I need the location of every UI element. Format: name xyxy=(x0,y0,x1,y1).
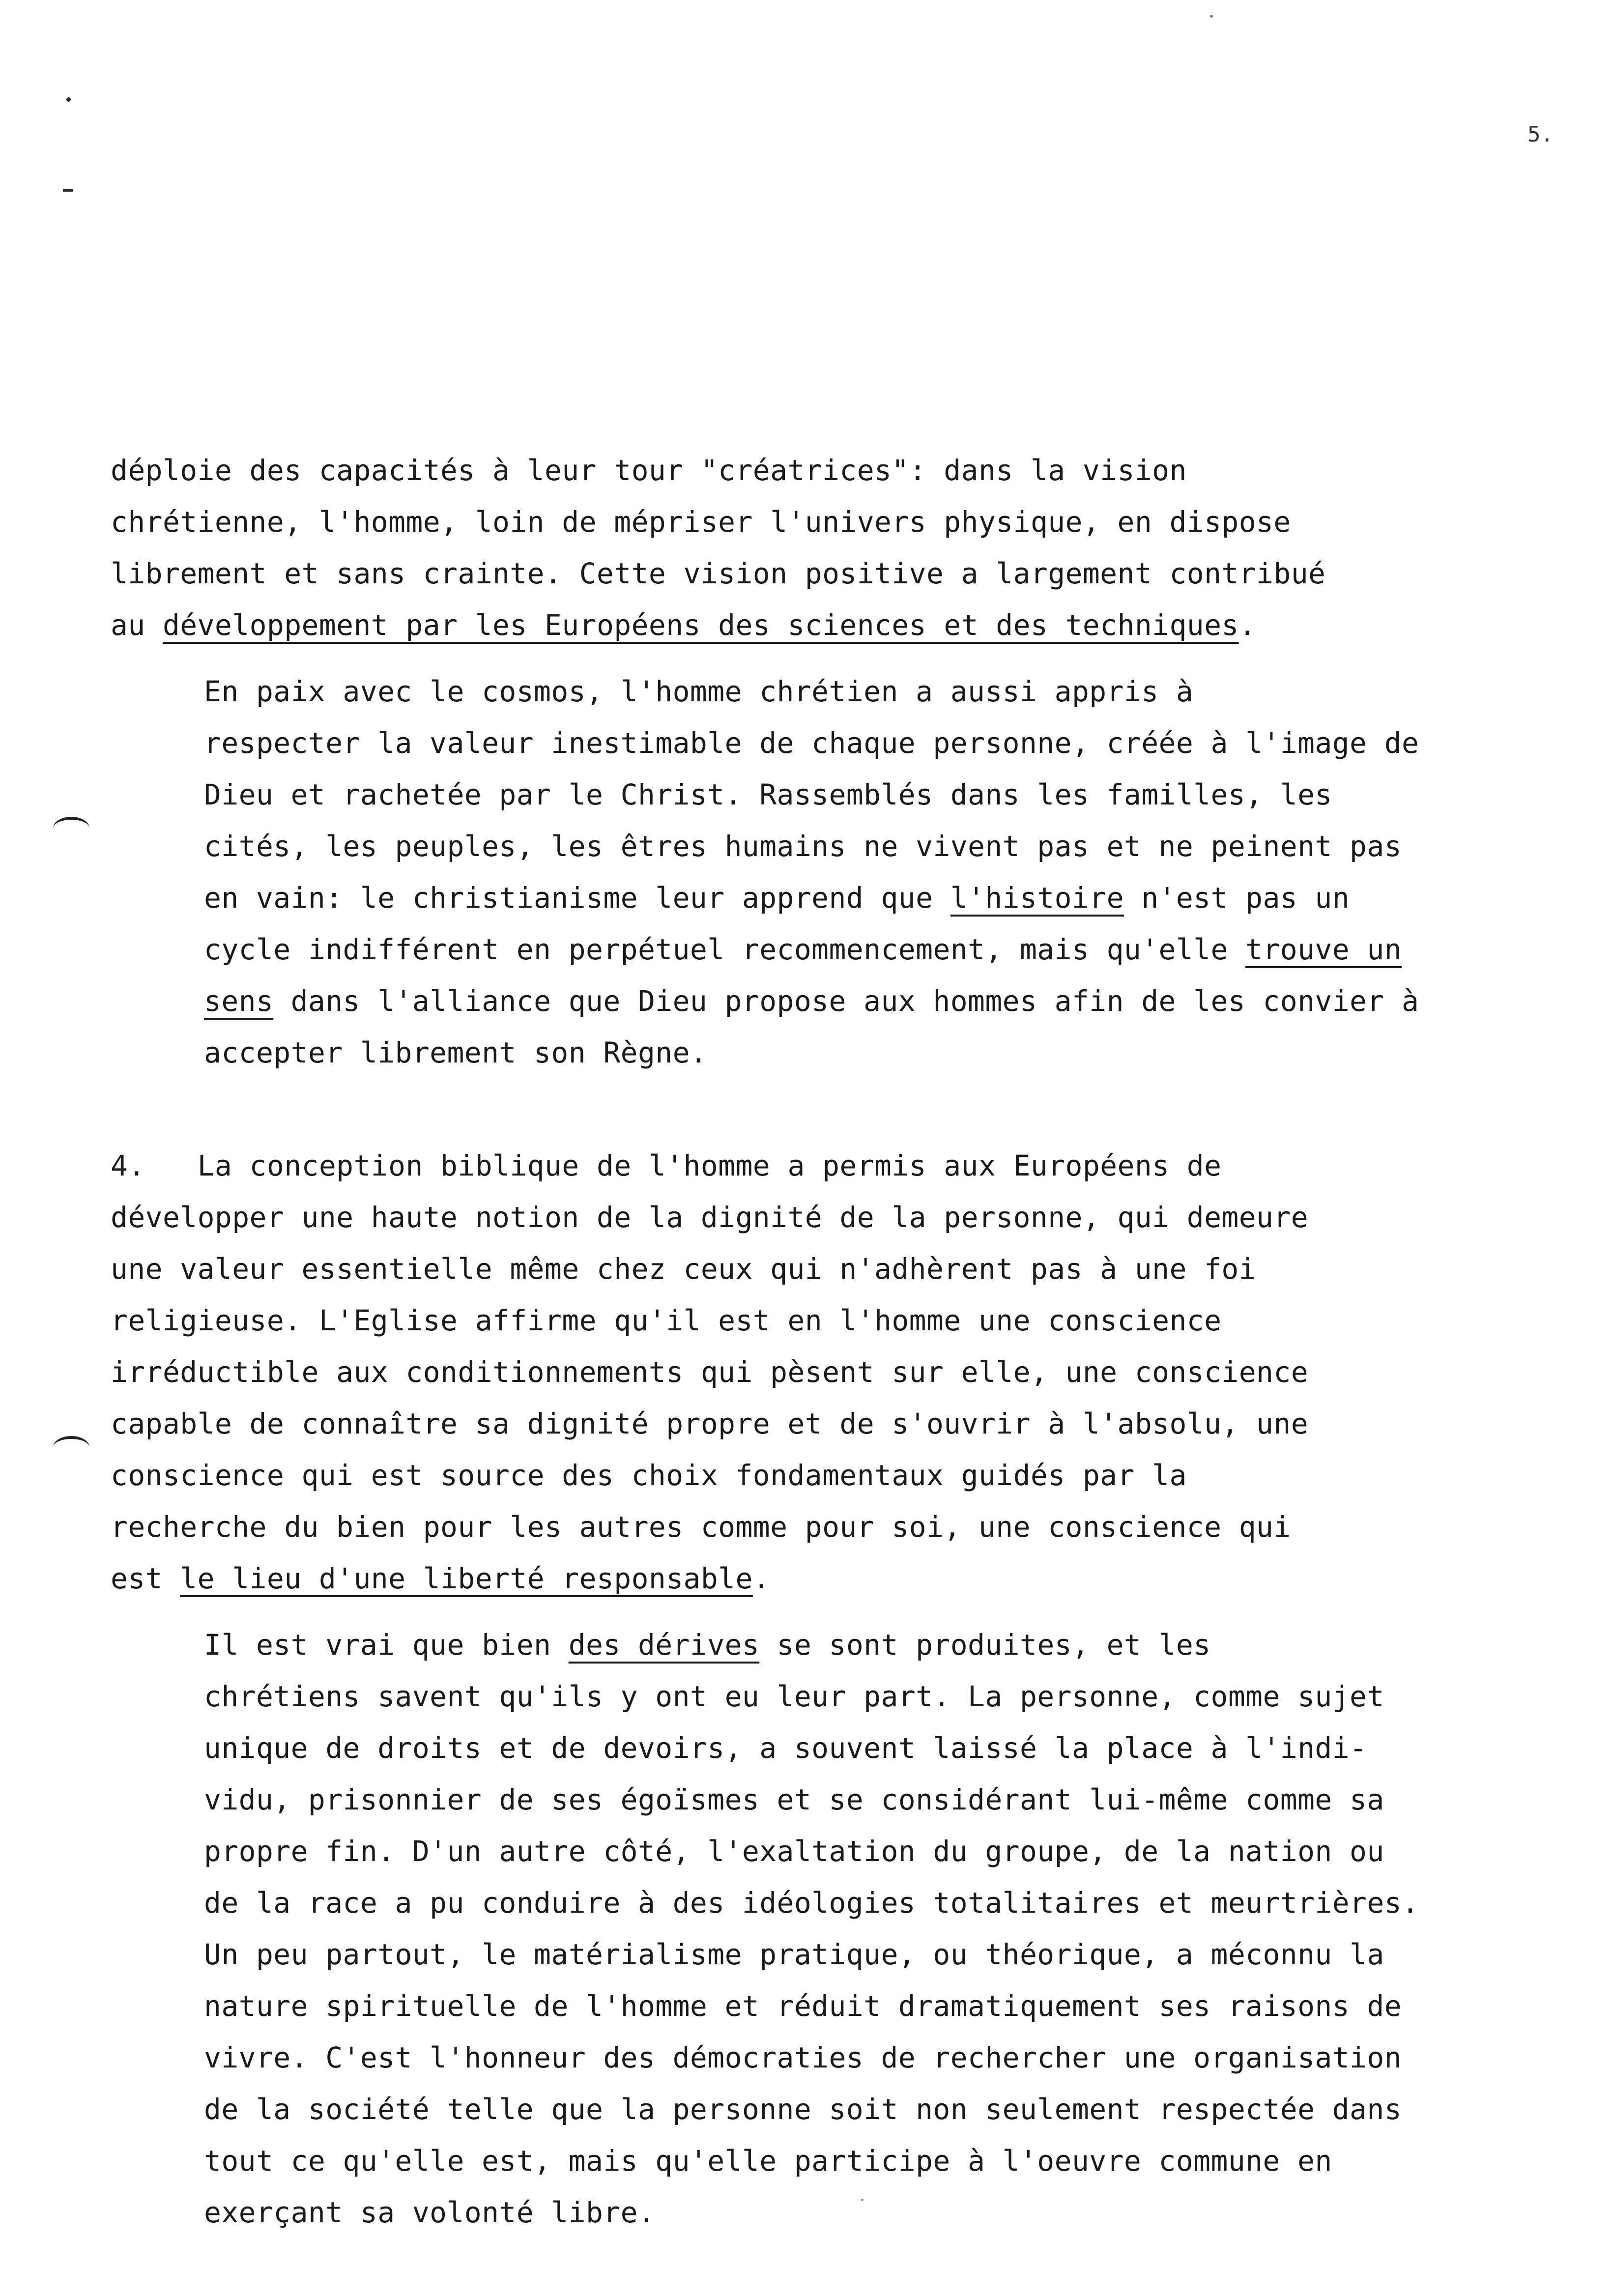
margin-bracket-mark xyxy=(53,817,89,839)
text-segment: . xyxy=(752,1562,771,1595)
margin-bracket-mark xyxy=(53,1436,89,1459)
text-segment: dans l'alliance que Dieu propose aux hommes afin de les convier à accepter librement son Règne. xyxy=(204,984,1419,1069)
text-segment: n'est pas un cycle indifférent en perpétuel recommencement, mais qu'elle xyxy=(204,881,1350,966)
underlined-text: trouve un sens xyxy=(204,933,1402,1018)
page-number: 5. xyxy=(1527,122,1554,147)
scan-speck xyxy=(1210,15,1213,18)
text-segment: déploie des capacités à leur tour "créatrices": dans la vision chrétienne, l'homme, loin de mépriser l'univers physique, en dispose librement et sans crainte. Cette vision positive a largement contribué au xyxy=(111,454,1326,642)
text-segment: En paix avec le cosmos, l'homme chrétien a aussi appris à respecter la valeur inestimable de chaque personne, créée à l'image de Dieu et rachetée par le Christ. Rassemblés dans les familles, les cités, les peuples, les êtres humains ne vivent pas et ne peinent pas en vain: le christianisme leur apprend que xyxy=(204,675,1419,915)
text-segment: . xyxy=(1238,608,1257,642)
underlined-text: des dérives xyxy=(568,1628,760,1662)
underlined-text: le lieu d'une liberté responsable xyxy=(180,1562,753,1595)
underlined-text: l'histoire xyxy=(950,881,1124,915)
underlined-text: développement par les Européens des sciences et des techniques xyxy=(162,608,1239,642)
paragraph xyxy=(111,445,1388,651)
text-segment: 4. La conception biblique de l'homme a permis aux Européens de développer une haute notion de la dignité de la personne, qui demeure une valeur essentielle même chez ceux qui n'adhèrent pas à une foi religieuse. L'Eglise affirme qu'il est en l'homme une conscience irréductible aux conditionnements qui pèsent sur elle, une conscience capable de connaître sa dignité propre et de s'ouvrir à l'absolu, une conscience qui est source des choix fondamentaux guidés par la recherche du bien pour les autres comme pour soi, une conscience qui est xyxy=(111,1149,1309,1595)
body-text xyxy=(111,445,1419,2239)
margin-dot xyxy=(66,97,71,102)
paragraph xyxy=(111,1140,1388,1605)
paragraph xyxy=(111,1619,1419,2239)
text-segment: se sont produites, et les chrétiens savent qu'ils y ont eu leur part. La personne, comme sujet unique de droits et de devoirs, a souvent laissé la place à l'indi- vidu, prisonnier de ses égoïsmes et se considérant lui-même comme sa propre fin. D'un autre côté, l'exaltation du groupe, de la nation ou de la race a pu conduire à des idéologies totalitaires et meurtrières. Un peu partout, le matérialisme pratique, ou théorique, a méconnu la nature spirituelle de l'homme et réduit dramatiquement ses raisons de vivre. C'est l'honneur des démocraties de rechercher une organisation de la société telle que la personne soit non seulement respectée dans tout ce qu'elle est, mais qu'elle participe à l'oeuvre commune en exerçant sa volonté libre. xyxy=(204,1628,1419,2229)
margin-dash xyxy=(63,189,73,192)
paragraph xyxy=(111,666,1419,1079)
text-segment: Il est vrai que bien xyxy=(204,1628,569,1662)
